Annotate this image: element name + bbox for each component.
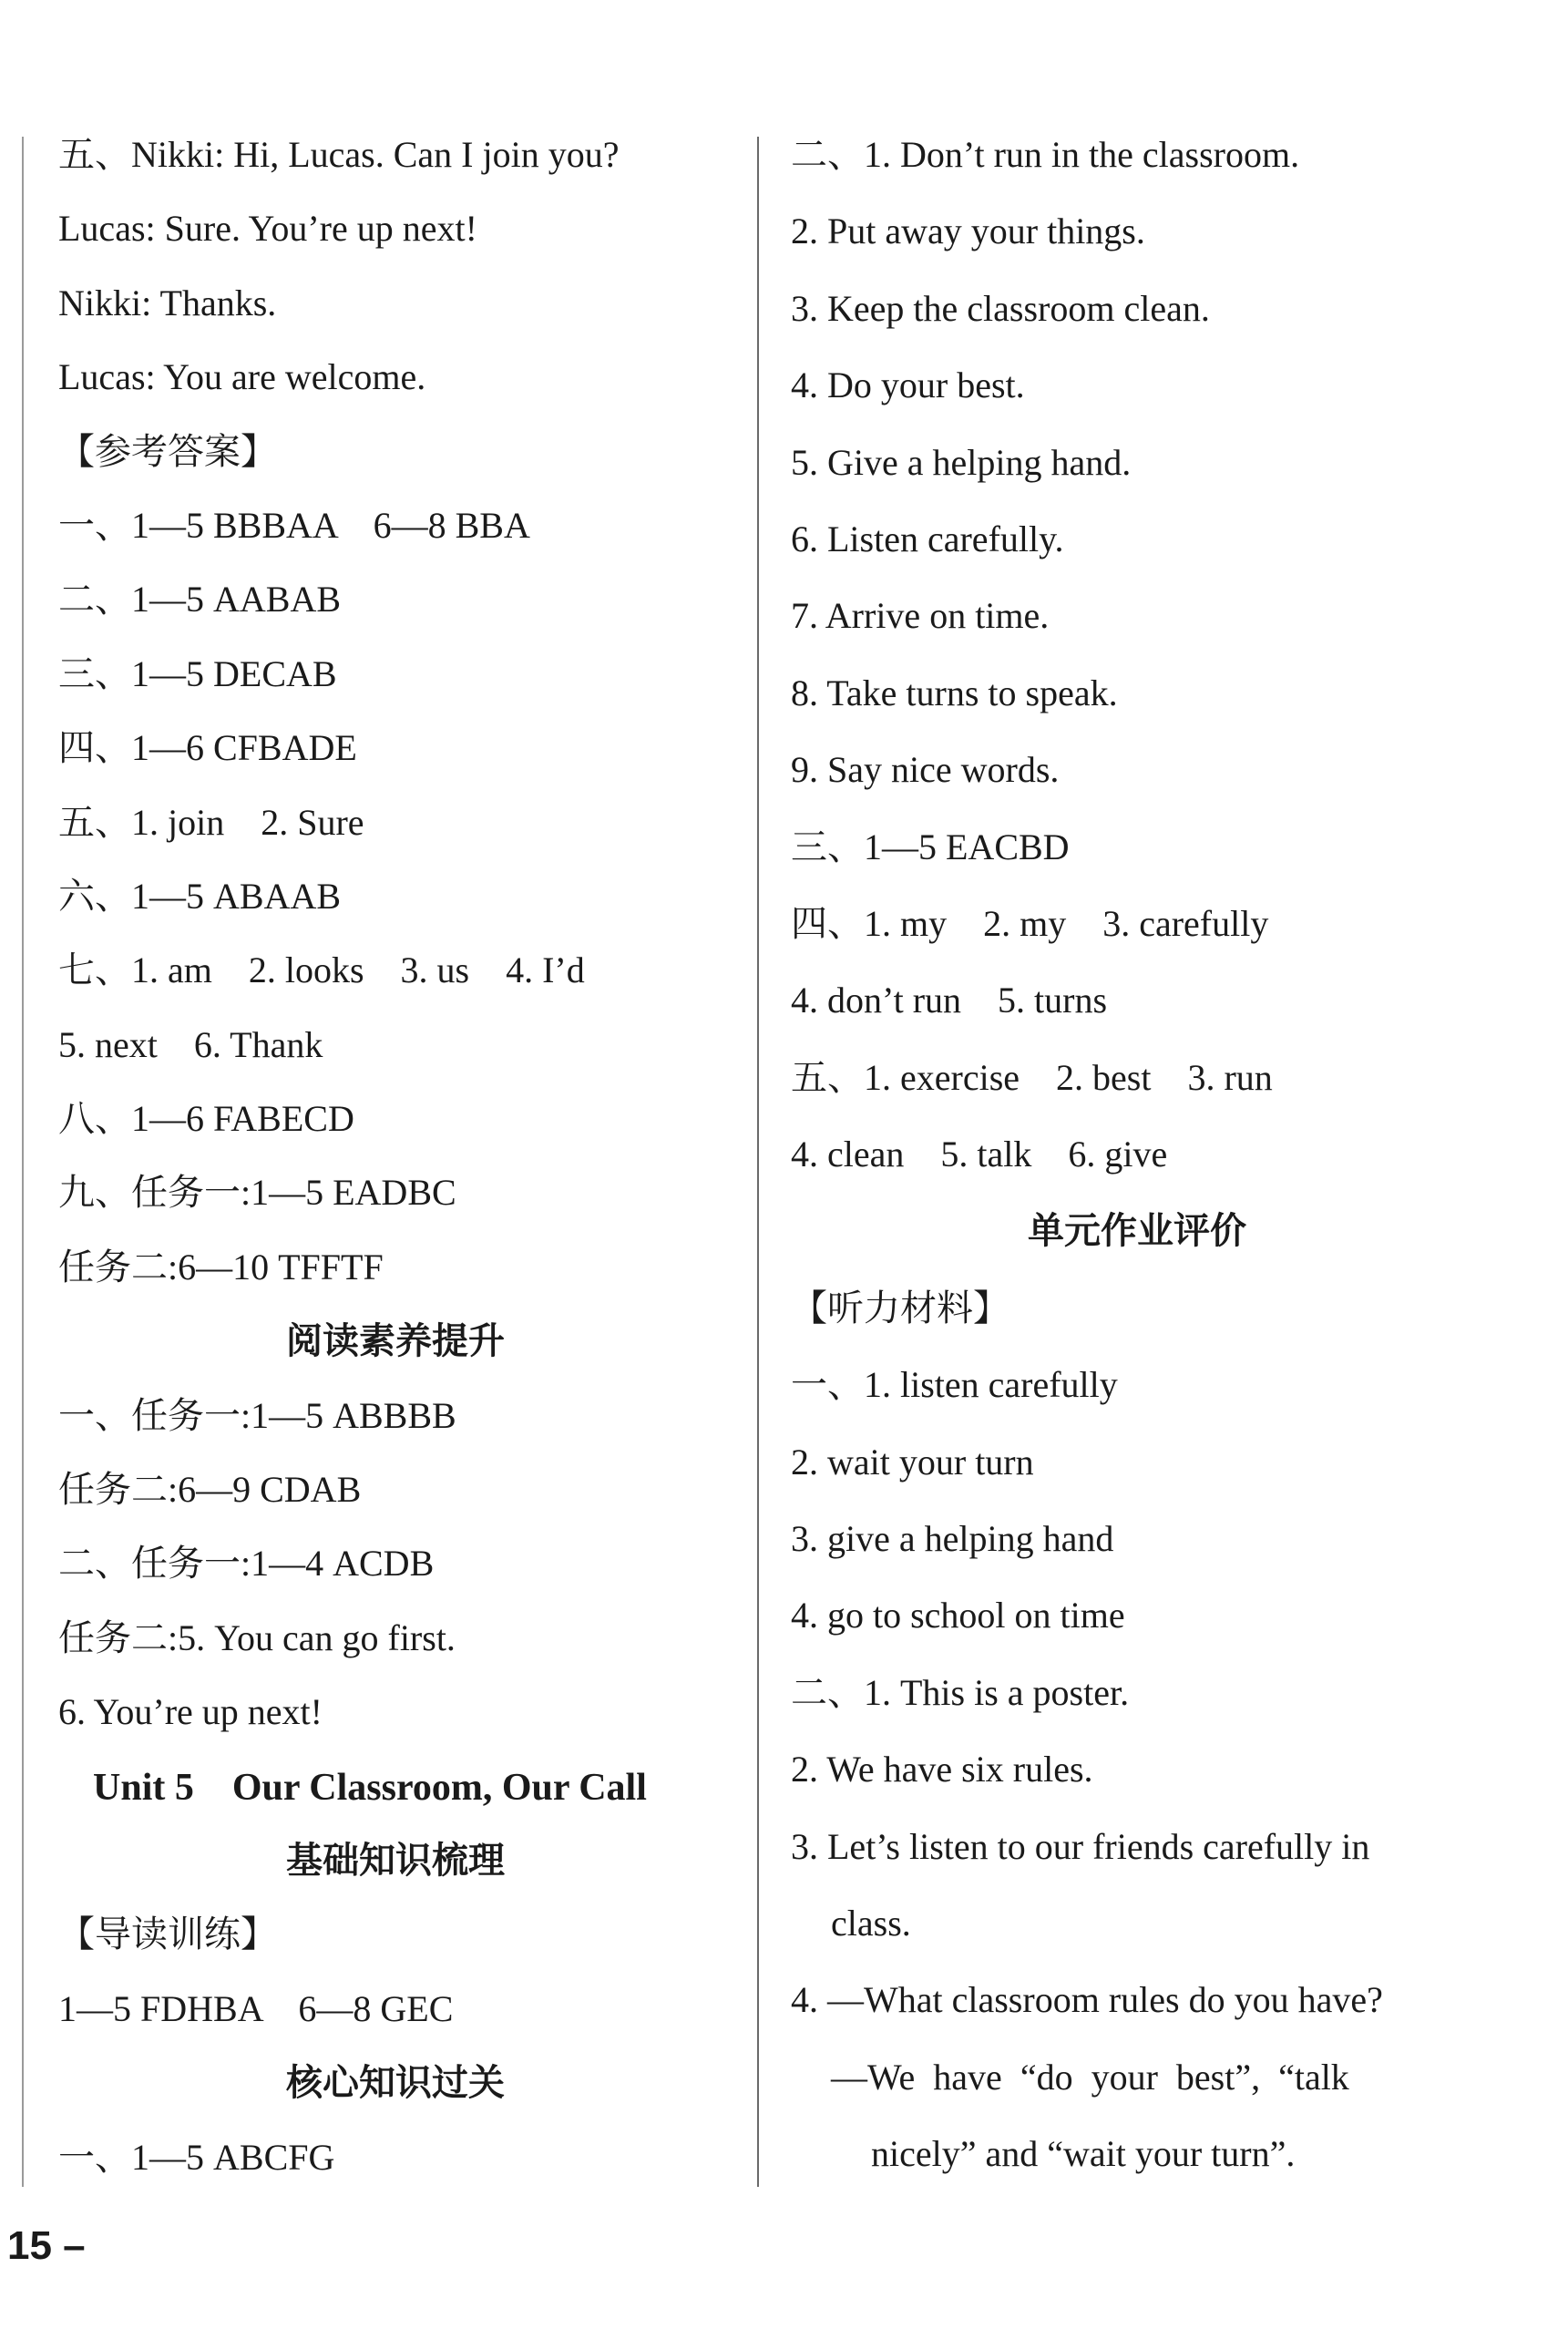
left-line: 七、1. am 2. looks 3. us 4. I’d [58,949,585,991]
right-line: 二、1. Don’t run in the classroom. [791,134,1300,175]
right-line: 5. Give a helping hand. [791,441,1132,483]
left-line: 二、1—5 AABAB [58,579,342,621]
left-line: 八、1—6 FABECD [58,1098,354,1140]
left-section-heading: 阅读素养提升 [286,1320,505,1363]
column-divider [757,137,759,2187]
right-line: 4. go to school on time [791,1595,1125,1636]
left-line: Lucas: You are welcome. [58,356,426,398]
right-line: 2. wait your turn [791,1441,1034,1483]
right-line: 【听力材料】 [791,1287,1009,1329]
right-line: 8. Take turns to speak. [791,672,1118,713]
left-margin-rule [22,137,24,2187]
left-line: 【导读训练】 [58,1913,277,1955]
left-line: 【参考答案】 [58,430,277,472]
right-line: 五、1. exercise 2. best 3. run [791,1056,1273,1098]
left-line: 二、任务一:1—4 ACDB [58,1543,435,1585]
right-section-heading: 单元作业评价 [1028,1210,1246,1253]
right-line: nicely” and “wait your turn”. [871,2133,1296,2175]
right-line: 6. Listen carefully. [791,518,1064,559]
left-line: 三、1—5 DECAB [58,652,337,694]
left-section-heading: 核心知识过关 [286,2062,505,2105]
left-line: 任务二:6—9 CDAB [58,1469,362,1511]
right-line: 3. Let’s listen to our friends carefully in [791,1825,1370,1867]
right-column [791,134,1483,2213]
right-line: 3. give a helping hand [791,1518,1114,1560]
left-line: 任务二:5. You can go first. [58,1616,456,1658]
left-line: 一、1—5 ABCFG [58,2136,335,2178]
left-line: Lucas: Sure. You’re up next! [58,208,477,250]
left-line: 任务二:6—10 TFFTF [58,1246,384,1288]
right-line: 3. Keep the classroom clean. [791,287,1210,329]
left-line: 五、1. join 2. Sure [58,801,364,843]
right-line: 4. —What classroom rules do you have? [791,1979,1383,2021]
right-line: 4. Do your best. [791,364,1025,406]
page-number: 15 – [7,2223,86,2268]
right-line: —We have “do your best”, “talk [831,2056,1349,2098]
right-line: 7. Arrive on time. [791,595,1050,637]
left-line: 九、任务一:1—5 EADBC [58,1172,456,1214]
right-line: class. [831,1902,911,1944]
right-line: 4. clean 5. talk 6. give [791,1134,1168,1175]
right-line: 四、1. my 2. my 3. carefully [791,902,1269,944]
left-line: 6. You’re up next! [58,1691,323,1733]
right-line: 二、1. This is a poster. [791,1671,1130,1713]
right-line: 9. Say nice words. [791,749,1060,791]
left-section-heading: 基础知识梳理 [286,1839,505,1882]
right-line: 一、1. listen carefully [791,1364,1118,1406]
left-line: 一、任务一:1—5 ABBBB [58,1394,456,1436]
left-line: 五、Nikki: Hi, Lucas. Can I join you? [58,134,620,175]
left-line: 一、1—5 BBBAA 6—8 BBA [58,504,530,546]
right-line: 三、1—5 EACBD [791,826,1070,867]
right-line: 4. don’t run 5. turns [791,980,1108,1021]
left-line: 5. next 6. Thank [58,1023,323,1065]
right-line: 2. We have six rules. [791,1749,1093,1790]
left-unit-title: Unit 5 Our Classroom, Our Call [93,1766,647,1809]
right-line: 2. Put away your things. [791,210,1145,252]
left-line: Nikki: Thanks. [58,282,277,323]
left-column [58,134,733,2213]
left-line: 1—5 FDHBA 6—8 GEC [58,1987,454,2029]
left-line: 四、1—6 CFBADE [58,727,357,769]
left-line: 六、1—5 ABAAB [58,875,342,917]
